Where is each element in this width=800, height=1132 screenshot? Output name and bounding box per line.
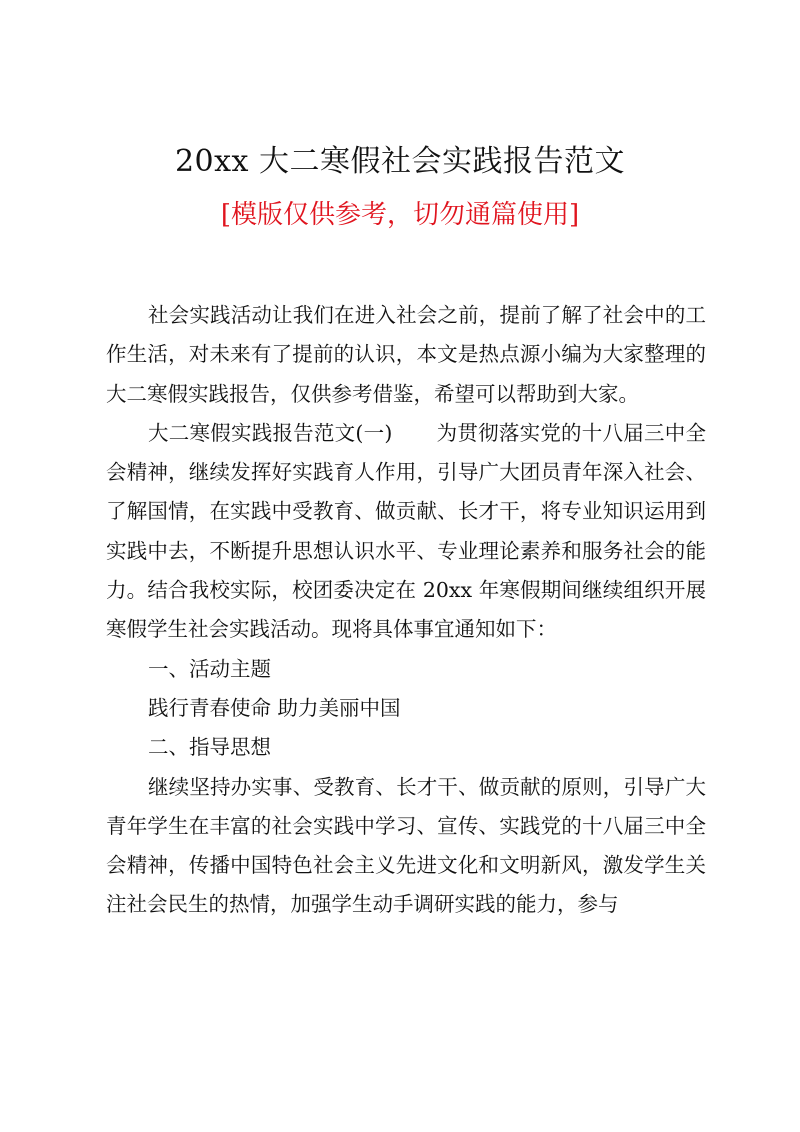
document-title: 20xx 大二寒假社会实践报告范文 xyxy=(174,144,626,179)
activity-theme-text: 践行青春使命 助力美丽中国 xyxy=(148,695,401,720)
heading-guiding-ideology: 二、指导思想 xyxy=(148,735,271,760)
intro-paragraph: 社会实践活动让我们在进入社会之前，提前了解了社会中的工作生活，对未来有了提前的认识，本文是热点源小编为大家整理的大二寒假实践报告，仅供参考借鉴，希望可以帮助到大家。 xyxy=(106,303,706,406)
template-notice: [模版仅供参考，切勿通篇使用] xyxy=(220,200,580,230)
report-paragraph xyxy=(106,414,706,650)
section-heading: 大二寒假实践报告范文(一) xyxy=(148,420,393,445)
guiding-ideology-paragraph: 继续坚持办实事、受教育、长才干、做贡献的原则，引导广大青年学生在丰富的社会实践中学习、宣传、实践党的十八届三中全会精神，传播中国特色社会主义先进文化和文明新风，激发学生关注社会民生的热情，加强学生动手调研实践的能力，参与 xyxy=(106,774,706,917)
report-paragraph-text: 为贯彻落实党的十八届三中全会精神，继续发挥好实践育人作用，引导广大团员青年深入社会、了解国情，在实践中受教育、做贡献、长才干，将专业知识运用到实践中去，不断提升思想认识水平、专业理论素养和服务社会的能力。结合我校实际，校团委决定在 20xx 年寒假期间继续组织开展寒假学生社会实践活动。现将具体事宜通知如下： xyxy=(106,420,706,642)
document-body xyxy=(106,296,706,925)
heading-activity-theme: 一、活动主题 xyxy=(148,656,271,681)
